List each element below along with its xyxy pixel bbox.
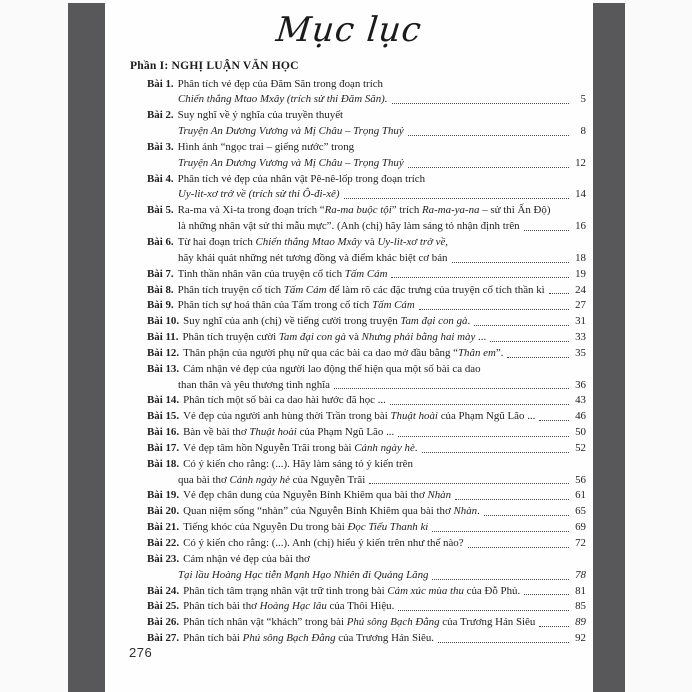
entry-label: Bài 23. [147, 552, 180, 565]
entry-text: than thân và yêu thương tình nghĩa [178, 378, 331, 391]
entry-label: Bài 7. [147, 267, 174, 280]
dot-leader [539, 420, 569, 421]
entry-text: Hình ảnh “ngọc trai – giếng nước” trong [177, 140, 355, 153]
toc-line [105, 124, 593, 140]
dot-leader [419, 309, 569, 310]
entry-text: qua bài thơ Cảnh ngày hè của Nguyễn Trãi [178, 473, 366, 486]
entry-page-number: 65 [575, 505, 586, 518]
entry-text: Có ý kiến cho rằng: (...). Hãy làm sáng tỏ ý kiến trên [183, 457, 413, 470]
toc-line [105, 583, 593, 599]
entry-label: Bài 11. [147, 331, 179, 344]
entry-text: Từ hai đoạn trích Chiến thắng Mtao Mxây và Uy-lit-xơ trở về, [177, 235, 449, 248]
entry-text: Phân tích truyện cổ tích Tấm Cám để làm rõ các đặc trưng của truyện cổ tích thần kì [177, 283, 545, 296]
dot-leader [408, 135, 569, 136]
entry-page-number: 31 [575, 315, 586, 328]
dot-leader [369, 483, 569, 484]
entry-text: Phân tích truyện cười Tam đại con gà và Nhưng phải bằng hai mày ... [182, 331, 487, 344]
entry-page-number: 24 [575, 283, 586, 296]
toc-line [105, 425, 593, 441]
entry-text: Phân tích vẻ đẹp của Đăm Săn trong đoạn trích [177, 77, 383, 90]
dot-leader [474, 325, 569, 326]
entry-text: Suy nghĩ của anh (chị) về tiếng cười trong truyện Tam đại con gà. [183, 315, 471, 328]
entry-text: Phân tích tâm trạng nhân vật trữ tình trong bài Cảm xúc mùa thu của Đỗ Phủ. [183, 584, 521, 597]
entry-label: Bài 20. [147, 505, 180, 518]
dot-leader [422, 452, 569, 453]
toc-line [105, 250, 593, 266]
toc-line [105, 314, 593, 330]
entry-label: Bài 16. [147, 426, 180, 439]
entry-page-number: 35 [575, 346, 586, 359]
entry-page-number: 33 [575, 331, 586, 344]
toc-line [105, 520, 593, 536]
entry-label: Bài 2. [147, 109, 174, 122]
toc-line [105, 76, 593, 92]
entry-label: Bài 21. [147, 521, 180, 534]
toc-line [105, 92, 593, 108]
entry-page-number: 8 [580, 125, 586, 138]
entry-page-number: 52 [575, 441, 586, 454]
entry-label: Bài 22. [147, 537, 180, 550]
entry-text: hãy khái quát những nét tương đồng và điểm khác biệt cơ bản [178, 251, 448, 264]
dot-leader [391, 277, 569, 278]
entry-label: Bài 4. [147, 172, 174, 185]
dot-leader [432, 579, 569, 580]
toc-line [105, 535, 593, 551]
dot-leader [524, 594, 569, 595]
entry-label: Bài 1. [147, 77, 174, 90]
dot-leader [438, 642, 569, 643]
entry-page-number: 92 [575, 632, 586, 645]
entry-label: Bài 25. [147, 600, 180, 613]
dot-leader [455, 499, 569, 500]
entry-label: Bài 10. [147, 315, 180, 328]
dot-leader [484, 515, 569, 516]
entry-label: Bài 3. [147, 140, 174, 153]
section-heading: Phần I: NGHỊ LUẬN VĂN HỌC [130, 59, 299, 72]
entry-text: Tại lầu Hoàng Hạc tiễn Mạnh Hạo Nhiên đi Quảng Lăng [178, 568, 429, 581]
toc-line [105, 377, 593, 393]
entry-text: Tiếng khóc của Nguyễn Du trong bài Đọc Tiểu Thanh kí [183, 521, 429, 534]
entry-text: Phân tích sự hoá thân của Tấm trong cổ tích Tấm Cám [177, 299, 415, 312]
entry-text: Uy-lit-xơ trở về (trích sử thi Ô-đi-xê) [178, 188, 340, 201]
toc-line [105, 440, 593, 456]
entry-text: Phân tích bài thơ Hoàng Hạc lâu của Thôi Hiệu. [183, 600, 395, 613]
dot-leader [524, 230, 569, 231]
toc-line [105, 409, 593, 425]
dot-leader [398, 436, 569, 437]
entry-page-number: 69 [575, 521, 586, 534]
toc-line [105, 345, 593, 361]
entry-page-number: 46 [575, 410, 586, 423]
toc-line [105, 139, 593, 155]
toc-line [105, 567, 593, 583]
entry-label: Bài 9. [147, 299, 174, 312]
entry-text: Vẻ đẹp chân dung của Nguyễn Bỉnh Khiêm qua bài thơ Nhàn [183, 489, 452, 502]
entry-text: Ra-ma và Xi-ta trong đoạn trích “Ra-ma buộc tội” trích Ra-ma-ya-na – sử thi Ấn Độ) [177, 204, 551, 217]
dot-leader [398, 610, 569, 611]
toc-line [105, 504, 593, 520]
toc-line [105, 330, 593, 346]
entry-text: Phân tích một số bài ca dao hài hước đã học ... [183, 394, 386, 407]
entry-label: Bài 13. [147, 362, 180, 375]
dot-leader [490, 341, 569, 342]
entry-page-number: 85 [575, 600, 586, 613]
dot-leader [539, 626, 569, 627]
toc-line [105, 219, 593, 235]
entry-label: Bài 24. [147, 584, 180, 597]
toc-line [105, 631, 593, 647]
entry-label: Bài 17. [147, 441, 180, 454]
entry-label: Bài 19. [147, 489, 180, 502]
entry-label: Bài 27. [147, 632, 180, 645]
entry-page-number: 61 [575, 489, 586, 502]
toc-line [105, 456, 593, 472]
entry-label: Bài 5. [147, 204, 174, 217]
dot-leader [507, 357, 569, 358]
toc-line [105, 266, 593, 282]
entry-text: Bàn về bài thơ Thuật hoài của Phạm Ngũ Lão ... [183, 426, 395, 439]
page-number: 276 [129, 645, 153, 660]
entry-label: Bài 26. [147, 616, 180, 629]
entry-text: Truyện An Dương Vương và Mị Châu – Trọng Thuỷ [178, 125, 404, 138]
entry-page-number: 78 [575, 568, 586, 581]
entry-page-number: 27 [575, 299, 586, 312]
page-title: Mục lục [274, 10, 424, 50]
dot-leader [468, 547, 569, 548]
toc-list [105, 76, 593, 646]
entry-text: Truyện An Dương Vương và Mị Châu – Trọng Thuỷ [178, 156, 404, 169]
dot-leader [549, 293, 569, 294]
left-dark-band [68, 3, 105, 692]
entry-text: là những nhân vật sử thi mẫu mực”. (Anh (chị) hãy làm sáng tỏ nhận định trên [178, 220, 520, 233]
entry-text: Có ý kiến cho rằng: (...). Anh (chị) hiểu ý kiến trên như thế nào? [183, 537, 464, 550]
dot-leader [452, 262, 569, 263]
toc-line [105, 155, 593, 171]
dot-leader [408, 167, 569, 168]
toc-line [105, 234, 593, 250]
toc-line [105, 187, 593, 203]
entry-label: Bài 15. [147, 410, 180, 423]
toc-line [105, 393, 593, 409]
entry-page-number: 89 [575, 616, 586, 629]
entry-text: Thân phận của người phụ nữ qua các bài ca dao mở đầu bằng “Thân em”. [183, 346, 504, 359]
entry-label: Bài 18. [147, 457, 180, 470]
toc-line [105, 472, 593, 488]
toc-line [105, 298, 593, 314]
entry-page-number: 14 [575, 188, 586, 201]
entry-text: Phân tích nhân vật “khách” trong bài Phú sông Bạch Đằng của Trương Hán Siêu [183, 616, 536, 629]
entry-text: Tinh thần nhân văn của truyện cổ tích Tấm Cám [177, 267, 388, 280]
dot-leader [432, 531, 569, 532]
entry-text: Cảm nhận vẻ đẹp của bài thơ [183, 552, 310, 565]
toc-line [105, 551, 593, 567]
toc-line [105, 282, 593, 298]
toc-line [105, 615, 593, 631]
entry-page-number: 43 [575, 394, 586, 407]
entry-text: Chiến thắng Mtao Mxây (trích sử thi Đăm Săn). [178, 93, 388, 106]
entry-page-number: 12 [575, 156, 586, 169]
entry-page-number: 50 [575, 426, 586, 439]
entry-label: Bài 12. [147, 346, 180, 359]
dot-leader [390, 404, 569, 405]
dot-leader [334, 388, 569, 389]
dot-leader [392, 103, 569, 104]
entry-page-number: 36 [575, 378, 586, 391]
entry-page-number: 72 [575, 537, 586, 550]
book-page [105, 0, 593, 692]
entry-text: Phân tích vẻ đẹp của nhân vật Pê-nê-lốp trong đoạn trích [177, 172, 426, 185]
entry-text: Vẻ đẹp tâm hồn Nguyễn Trãi trong bài Cảnh ngày hè. [183, 441, 418, 454]
toc-line [105, 361, 593, 377]
entry-page-number: 5 [580, 93, 586, 106]
entry-text: Quan niệm sống “nhàn” của Nguyễn Bỉnh Khiêm qua bài thơ Nhàn. [183, 505, 480, 518]
toc-line [105, 599, 593, 615]
entry-label: Bài 14. [147, 394, 180, 407]
entry-text: Vẻ đẹp của người anh hùng thời Trần trong bài Thuật hoài của Phạm Ngũ Lão ... [183, 410, 536, 423]
entry-page-number: 16 [575, 220, 586, 233]
entry-text: Phân tích bài Phú sông Bạch Đằng của Trương Hán Siêu. [183, 632, 435, 645]
entry-page-number: 81 [575, 584, 586, 597]
entry-label: Bài 8. [147, 283, 174, 296]
toc-line [105, 488, 593, 504]
entry-text: Cảm nhận vẻ đẹp của người lao động thể hiện qua một số bài ca dao [183, 362, 481, 375]
toc-line [105, 171, 593, 187]
entry-text: Suy nghĩ về ý nghĩa của truyền thuyết [177, 109, 344, 122]
toc-line [105, 108, 593, 124]
toc-line [105, 203, 593, 219]
entry-page-number: 19 [575, 267, 586, 280]
entry-label: Bài 6. [147, 235, 174, 248]
right-dark-band [593, 3, 625, 692]
dot-leader [344, 198, 569, 199]
entry-page-number: 18 [575, 251, 586, 264]
entry-page-number: 56 [575, 473, 586, 486]
